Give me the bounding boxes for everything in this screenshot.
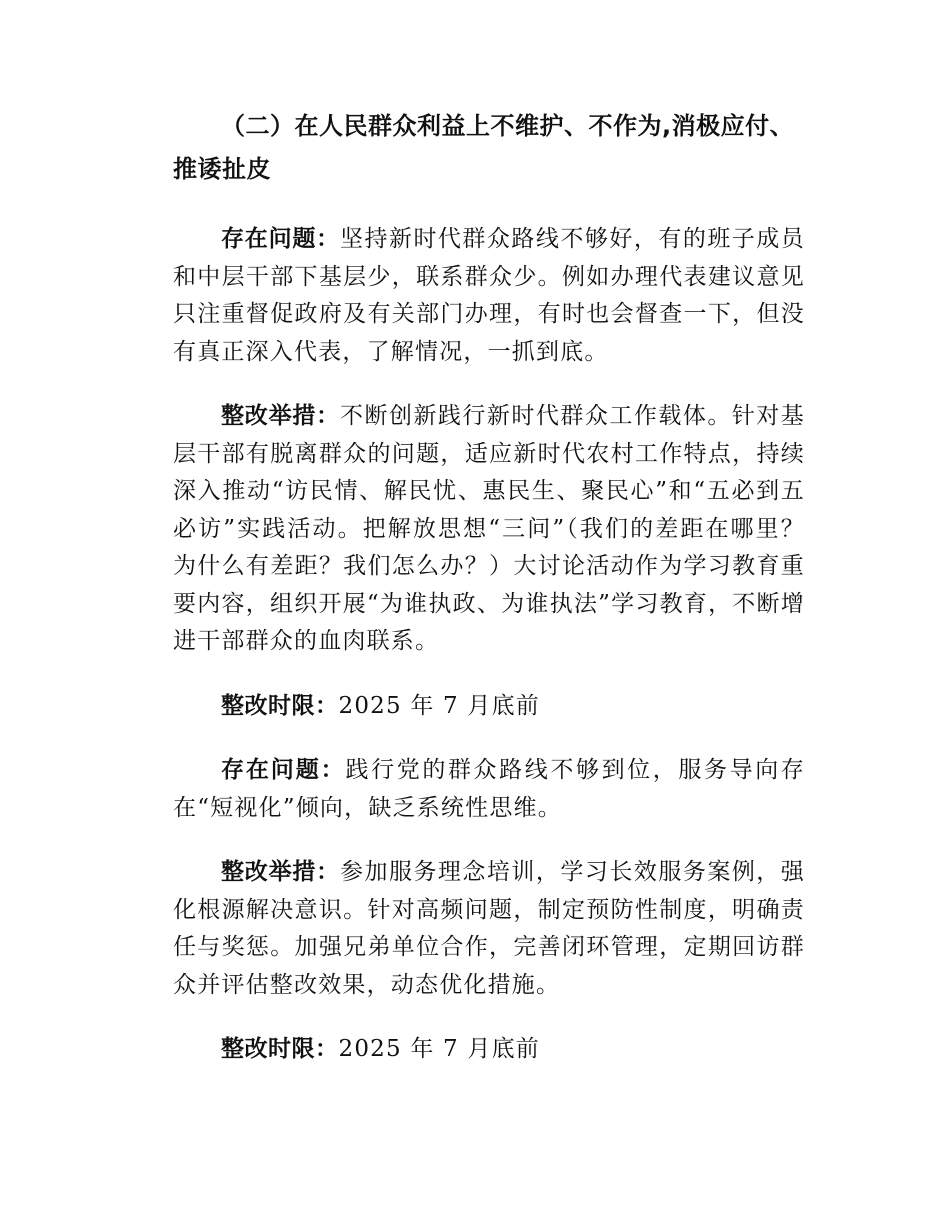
problem-text: 践行党的群众路线不够到位，服务导向存在“短视化”倾向，缺乏系统性思维。	[173, 757, 806, 821]
measures-text: 不断创新践行新时代群众工作载体。针对基层干部有脱离群众的问题，适应新时代农村工作特点，持续深入推动“访民情、解民忧、惠民生、聚民心”和“五必到五必访”实践活动。把解放思想“三问”（我们的差距在哪里？为什么有差距？我们怎么办？）大讨论活动作为学习教育重要内容，组织开展“为谁执政、为谁执法”学习教育，不断增进干部群众的血肉联系。	[173, 403, 806, 654]
deadline-label: 整改时限：	[221, 1036, 339, 1062]
problem-label: 存在问题：	[221, 226, 340, 252]
measures-paragraph-2	[173, 854, 805, 1004]
section-heading: （二）在人民群众利益上不维护、不作为,消极应付、推诿扯皮	[173, 112, 795, 183]
problem-paragraph-1	[173, 221, 805, 371]
deadline-label: 整改时限：	[221, 692, 339, 719]
deadline-text: 2025 年 7 月底前	[338, 1036, 540, 1062]
measures-label: 整改举措：	[221, 859, 340, 885]
measures-label: 整改举措：	[221, 403, 340, 429]
deadline-text: 2025 年 7 月底前	[338, 692, 540, 719]
deadline-paragraph-1	[173, 688, 805, 726]
problem-label: 存在问题：	[221, 757, 346, 783]
measures-text: 参加服务理念培训，学习长效服务案例，强化根源解决意识。针对高频问题，制定预防性制度，明确责任与奖惩。加强兄弟单位合作，完善闭环管理，定期回访群众并评估整改效果，动态优化措施。	[173, 859, 806, 998]
problem-text: 坚持新时代群众路线不够好，有的班子成员和中层干部下基层少，联系群众少。例如办理代表建议意见只注重督促政府及有关部门办理，有时也会督查一下，但没有真正深入代表，了解情况，一抓到底。	[173, 226, 806, 365]
document-page	[173, 105, 805, 1096]
measures-paragraph-1	[173, 398, 805, 661]
deadline-paragraph-2	[173, 1031, 805, 1069]
problem-paragraph-2	[173, 752, 805, 827]
